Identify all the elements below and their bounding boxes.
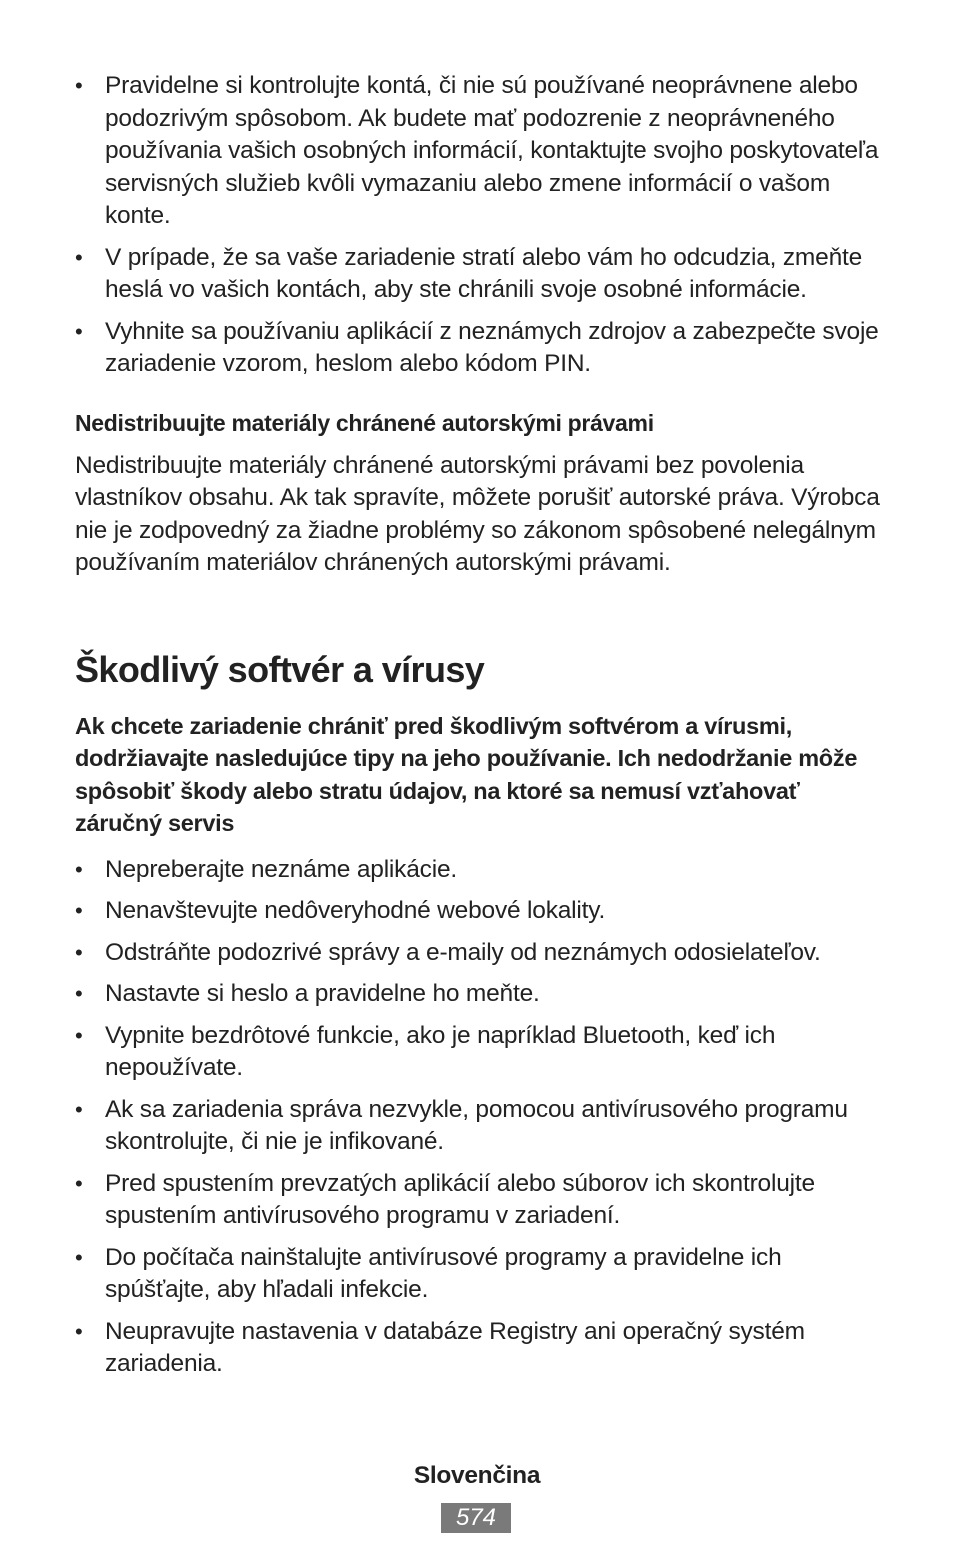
section-title: Škodlivý softvér a vírusy xyxy=(75,648,485,690)
list-item xyxy=(75,1094,885,1159)
list-item-text: Pred spustením prevzatých aplikácií alebo súborov ich skontrolujte spustením antivírusového programu v zariadení. xyxy=(105,1169,815,1229)
list-item xyxy=(75,937,885,970)
bullet-icon: • xyxy=(75,981,83,1006)
bullet-icon: • xyxy=(75,1244,83,1270)
list-item-text: Vypnite bezdrôtové funkcie, ako je napríklad Bluetooth, keď ich nepoužívate. xyxy=(105,1021,776,1081)
bullet-icon: • xyxy=(75,939,83,965)
bullet-icon: • xyxy=(75,1170,83,1196)
bullet-icon: • xyxy=(75,1022,83,1048)
page-content xyxy=(75,70,885,1390)
page-number-badge: 574 xyxy=(441,1503,511,1533)
copyright-heading: Nedistribuujte materiály chránené autorskými právami xyxy=(75,409,654,436)
list-item xyxy=(75,70,885,233)
bullet-icon: • xyxy=(75,73,83,98)
list-item-text: Nepreberajte neznáme aplikácie. xyxy=(105,855,457,883)
bullet-icon: • xyxy=(75,1318,83,1344)
bullet-icon: • xyxy=(75,1096,83,1122)
list-item-text: Ak sa zariadenia správa nezvykle, pomocou antivírusového programu skontrolujte, či nie je infikované. xyxy=(105,1095,848,1155)
list-item-text: Do počítača nainštalujte antivírusové programy a pravidelne ich spúšťajte, aby hľadali infekcie. xyxy=(105,1243,782,1303)
list-item xyxy=(75,854,885,887)
bullet-icon: • xyxy=(75,318,83,344)
list-item-text: Odstráňte podozrivé správy a e-maily od neznámych odosielateľov. xyxy=(105,938,821,966)
copyright-paragraph: Nedistribuujte materiály chránené autorskými právami bez povolenia vlastníkov obsahu. Ak tak spravíte, môžete porušiť autorské práva. Výrobca nie je zodpovedný za žiadne problémy so zákonom spôsobené nelegálnym používaním materiálov chránených autorskými právami. xyxy=(75,451,880,576)
list-item xyxy=(75,242,885,307)
list-item-text: Neupravujte nastavenia v databáze Registry ani operačný systém zariadenia. xyxy=(105,1317,805,1377)
footer-language-label: Slovenčina xyxy=(413,1462,541,1489)
list-item-text: Nastavte si heslo a pravidelne ho meňte. xyxy=(105,980,540,1007)
list-item-text: V prípade, že sa vaše zariadenie stratí alebo vám ho odcudzia, zmeňte heslá vo vašich kontách, aby ste chránili svoje osobné informácie. xyxy=(105,243,863,303)
section-intro: Ak chcete zariadenie chrániť pred škodlivým softvérom a vírusmi, dodržiavajte nasledujúce tipy na jeho používanie. Ich nedodržanie môže spôsobiť škody alebo stratu údajov, na ktoré sa nemusí vzťahovať záručný servis xyxy=(75,712,858,836)
list-item-text: Vyhnite sa používaniu aplikácií z neznámych zdrojov a zabezpečte svoje zariadenie vzorom, heslom alebo kódom PIN. xyxy=(105,317,879,377)
list-item xyxy=(75,316,885,381)
malware-tips-bullet-list xyxy=(75,854,885,1381)
account-security-bullet-list xyxy=(75,70,885,381)
list-item xyxy=(75,1316,885,1381)
list-item xyxy=(75,1242,885,1307)
list-item-text: Pravidelne si kontrolujte kontá, či nie sú používané neoprávnene alebo podozrivým spôsobom. Ak budete mať podozrenie z neoprávneného používania vašich osobných informácií, kontaktujte svojho poskytovateľa servisných služieb kvôli vymazaniu alebo zmene informácií o vašom konte. xyxy=(105,72,879,229)
list-item xyxy=(75,1168,885,1233)
list-item-text: Nenavštevujte nedôveryhodné webové lokality. xyxy=(105,897,606,924)
list-item xyxy=(75,895,885,928)
bullet-icon: • xyxy=(75,856,83,882)
bullet-icon: • xyxy=(75,898,83,923)
list-item xyxy=(75,978,885,1011)
list-item xyxy=(75,1020,885,1085)
bullet-icon: • xyxy=(75,244,83,270)
